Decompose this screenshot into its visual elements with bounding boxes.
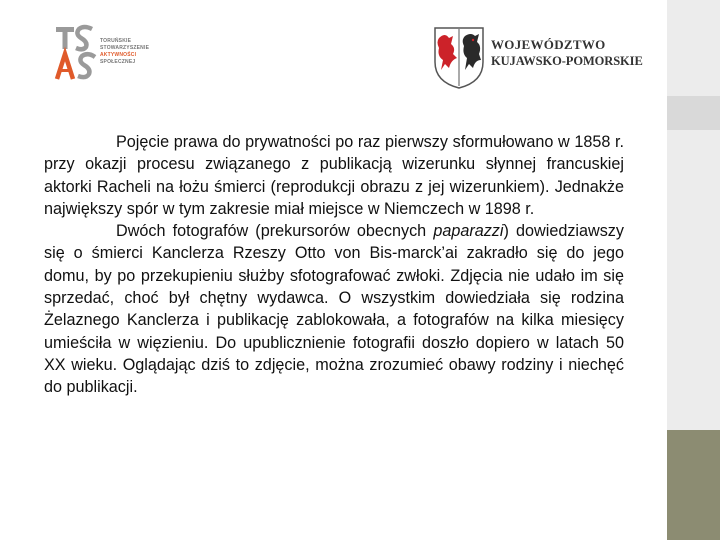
tsas-logo-text [100,38,149,66]
sidebar-stripe-mid [667,96,720,130]
tsas-line-2: STOWARZYSZENIE [100,45,150,51]
voivodeship-name [491,37,643,69]
tsas-line-4: SPOŁECZNEJ [100,59,136,65]
eagle-griffin-crest-icon [431,24,487,90]
slide-body-text [44,131,624,399]
voivodeship-logo [429,20,648,92]
paragraph-2-emphasis: paparazzi [433,222,504,241]
voivodeship-line-2: KUJAWSKO-POMORSKIE [491,54,643,68]
paragraph-2-start: Dwóch fotografów (prekursorów obecnych [116,222,434,241]
paragraph-2-rest: ) dowiedziawszy się o śmierci Kanclerza Rzeszy Otto von Bis-marck’ai zakradło się do jego domu, by po przekupieniu służby sfotografować zwłoki. Zdjęcia nie udało im się sprzedać, choć był chętny wydawca. O wszystkim dowiedziała się rodzina Żelaznego Kanclerza i publikację zablokowała, a fotografów na kilka miesięcy umieściła w więzieniu. Do upublicznienie fotografii doszło dopiero w latach 50 XX wieku. Oglądając dziś to zdjęcie, można zrozumieć obawy rodziny i niechęć do publikacji. [44,222,624,397]
voivodeship-line-1: WOJEWÓDZTWO [491,37,606,52]
sidebar-stripe-light [667,130,720,430]
paragraph-1: Pojęcie prawa do prywatności po raz pierwszy sformułowano w 1858 r. przy okazji procesu związanego z publikacją wizerunku słynnej francuskiej aktorki Racheli na łożu śmierci (reprodukcji obrazu z jej wizerunkiem). Jednakże największy spór w tym zakresie miał miejsce w Niemczech w 1898 r. [44,133,624,218]
tsas-line-3: AKTYWNOŚCI [100,52,137,58]
sidebar-stripe-top [667,0,720,96]
sidebar-stripe-olive [667,430,720,540]
tsas-logo-mark-icon [54,24,99,82]
decorative-sidebar [667,0,720,540]
tsas-line-1: TORUŃSKIE [100,38,132,44]
paragraph-2 [44,220,624,398]
tsas-logo [54,24,159,82]
